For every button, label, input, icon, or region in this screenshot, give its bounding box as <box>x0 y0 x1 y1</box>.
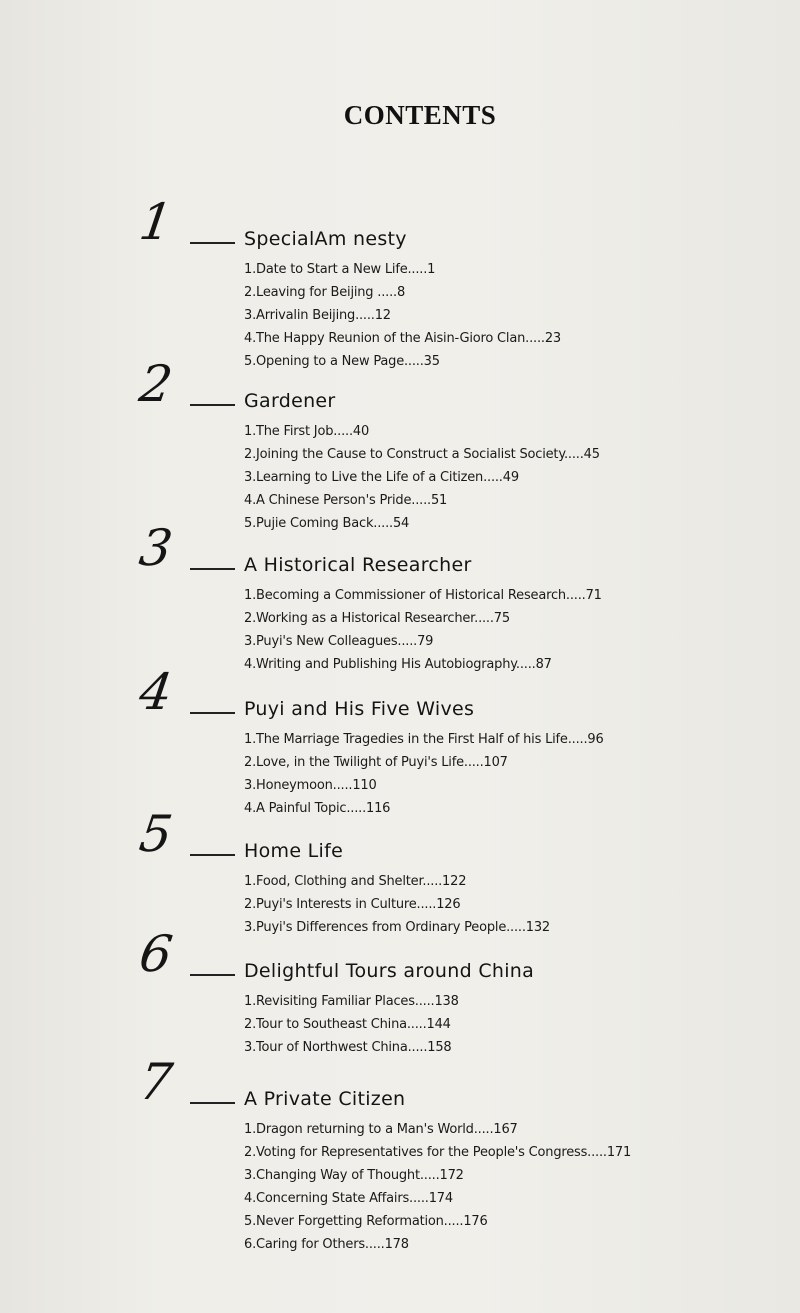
chapter-rule <box>190 1102 235 1104</box>
chapter-numeral: 2 <box>135 355 176 413</box>
chapter-rule <box>190 974 235 976</box>
toc-entry[interactable]: 1.Dragon returning to a Man's World.....167 <box>244 1122 518 1137</box>
chapter-numeral: 6 <box>135 925 176 983</box>
toc-entry[interactable]: 3.Puyi's New Colleagues.....79 <box>244 634 434 649</box>
chapter-rule <box>190 568 235 570</box>
page-title: CONTENTS <box>343 100 497 130</box>
toc-entry[interactable]: 2.Working as a Historical Researcher.....75 <box>244 611 510 626</box>
toc-entry[interactable]: 4.A Painful Topic.....116 <box>244 801 391 816</box>
toc-entry[interactable]: 2.Tour to Southeast China.....144 <box>244 1017 451 1032</box>
toc-entry[interactable]: 1.The First Job.....40 <box>244 424 370 439</box>
toc-entry[interactable]: 3.Puyi's Differences from Ordinary People.....132 <box>244 920 550 935</box>
toc-entry[interactable]: 3.Tour of Northwest China.....158 <box>244 1040 452 1055</box>
toc-entry[interactable]: 3.Arrivalin Beijing.....12 <box>244 308 391 323</box>
chapter-title: Gardener <box>244 390 336 412</box>
chapter-entries <box>244 870 550 939</box>
chapter-rule <box>190 242 235 244</box>
toc-entry[interactable]: 3.Learning to Live the Life of a Citizen.....49 <box>244 470 519 485</box>
toc-entry[interactable]: 2.Joining the Cause to Construct a Socialist Society.....45 <box>244 447 600 462</box>
chapter-numeral: 5 <box>135 805 176 863</box>
chapter-rule <box>190 712 235 714</box>
toc-entry[interactable]: 5.Opening to a New Page.....35 <box>244 354 440 369</box>
chapter-numeral: 3 <box>135 519 176 577</box>
chapter-title: SpecialAm nesty <box>244 228 407 250</box>
chapter-entries <box>244 728 604 820</box>
chapter-entries <box>244 990 459 1059</box>
toc-entry[interactable]: 6.Caring for Others.....178 <box>244 1237 409 1252</box>
toc-entry[interactable]: 3.Honeymoon.....110 <box>244 778 377 793</box>
chapter-entries <box>244 584 602 676</box>
toc-entry[interactable]: 4.A Chinese Person's Pride.....51 <box>244 493 448 508</box>
toc-entry[interactable]: 2.Love, in the Twilight of Puyi's Life.....107 <box>244 755 508 770</box>
chapter-rule <box>190 404 235 406</box>
toc-entry[interactable]: 1.The Marriage Tragedies in the First Half of his Life.....96 <box>244 732 604 747</box>
toc-entry[interactable]: 2.Puyi's Interests in Culture.....126 <box>244 897 461 912</box>
chapter-title: Puyi and His Five Wives <box>244 698 475 720</box>
toc-entry[interactable]: 2.Leaving for Beijing .....8 <box>244 285 406 300</box>
chapter-numeral: 4 <box>135 663 176 721</box>
chapter-numeral: 7 <box>135 1053 176 1111</box>
chapter-entries <box>244 1118 631 1256</box>
toc-entry[interactable]: 4.The Happy Reunion of the Aisin-Gioro Clan.....23 <box>244 331 561 346</box>
chapter-entries <box>244 258 561 373</box>
toc-entry[interactable]: 4.Writing and Publishing His Autobiography.....87 <box>244 657 552 672</box>
chapter-title: A Private Citizen <box>244 1088 406 1110</box>
chapter-entries <box>244 420 600 535</box>
toc-entry[interactable]: 1.Food, Clothing and Shelter.....122 <box>244 874 467 889</box>
chapter-title: Home Life <box>244 840 344 862</box>
chapter-numeral: 1 <box>135 193 176 251</box>
toc-entry[interactable]: 5.Never Forgetting Reformation.....176 <box>244 1214 488 1229</box>
toc-entry[interactable]: 5.Pujie Coming Back.....54 <box>244 516 410 531</box>
toc-entry[interactable]: 3.Changing Way of Thought.....172 <box>244 1168 464 1183</box>
chapter-title: A Historical Researcher <box>244 554 472 576</box>
toc-entry[interactable]: 1.Date to Start a New Life.....1 <box>244 262 436 277</box>
toc-entry[interactable]: 2.Voting for Representatives for the People's Congress.....171 <box>244 1145 632 1160</box>
toc-entry[interactable]: 4.Concerning State Affairs.....174 <box>244 1191 453 1206</box>
toc-entry[interactable]: 1.Revisiting Familiar Places.....138 <box>244 994 459 1009</box>
chapter-rule <box>190 854 235 856</box>
chapter-title: Delightful Tours around China <box>244 960 535 982</box>
toc-entry[interactable]: 1.Becoming a Commissioner of Historical Research.....71 <box>244 588 602 603</box>
